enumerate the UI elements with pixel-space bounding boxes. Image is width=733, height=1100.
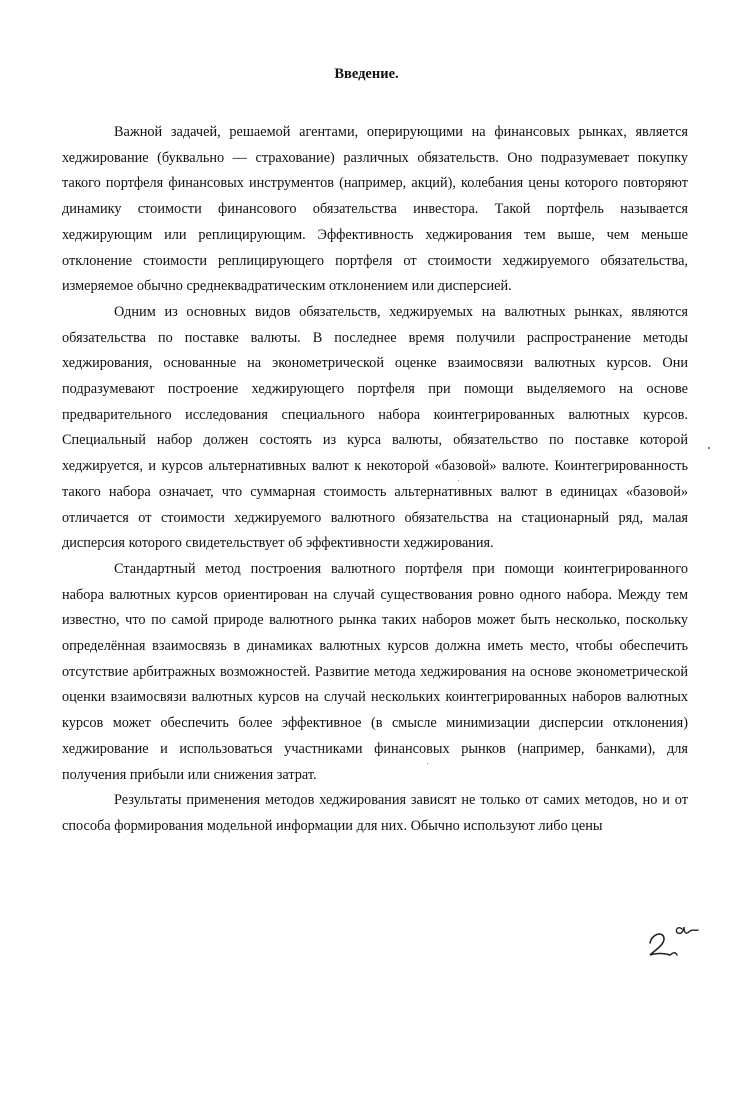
scan-speck	[427, 763, 428, 764]
paragraph-1: Важной задачей, решаемой агентами, оперирующими на финансовых рынках, является хеджирование (буквально — страхование) различных обязательств. Оно подразумевает покупку такого портфеля финансовых инструментов (например, акций), колебания цены которого повторяют динамику стоимости финансового обязательства инвестора. Такой портфель называется хеджирующим или реплицирующим. Эффективность хеджирования тем выше, чем меньше отклонение стоимости реплицирующего портфеля от стоимости хеджируемого обязательства, измеряемое обычно среднеквадратическим отклонением или дисперсией.	[62, 124, 688, 295]
paragraph-4: Результаты применения методов хеджирования зависят не только от самих методов, но и от способа формирования модельной информации для них. Обычно используют либо цены	[62, 792, 688, 834]
page-title: Введение.	[334, 66, 399, 82]
scan-speck	[708, 447, 710, 449]
handwritten-mark-icon	[640, 915, 710, 965]
paragraph-2: Одним из основных видов обязательств, хеджируемых на валютных рынках, являются обязательства по поставке валюты. В последнее время получили распространение методы хеджирования, основанные на эконометрической оценке взаимосвязи валютных курсов. Они подразумевают построение хеджирующего портфеля при помощи выделяемого на основе предварительного исследования специального набора коинтегрированных валютных курсов. Специальный набор должен состоять из курса валюты, обязательство по поставке которой хеджируется, и курсов альтернативных валют к некоторой «базовой» валюте. Коинтегрированность такого набора означает, что суммарная стоимость альтернативных валют в единицах «базовой» отличается от стоимости хеджируемого валютного обязательства на стационарный ряд, малая дисперсия которого свидетельствует об эффективности хеджирования.	[62, 303, 688, 552]
body-text	[62, 120, 688, 840]
scan-speck	[458, 480, 459, 481]
paragraph-3: Стандартный метод построения валютного портфеля при помощи коинтегрированного набора валютных курсов ориентирован на случай существования ровно одного набора. Между тем известно, что по самой природе валютного рынка таких наборов может быть несколько, поскольку определённая взаимосвязь в динамиках валютных курсов должна иметь место, чтобы обеспечить отсутствие арбитражных возможностей. Развитие метода хеджирования на основе эконометрической оценки взаимосвязи валютных курсов на случай нескольких коинтегрированных наборов валютных курсов может обеспечить более эффективное (в смысле минимизации дисперсии отклонения) хеджирование и использоваться участниками финансовых рынков (например, банками), для получения прибыли или снижения затрат.	[62, 560, 688, 783]
